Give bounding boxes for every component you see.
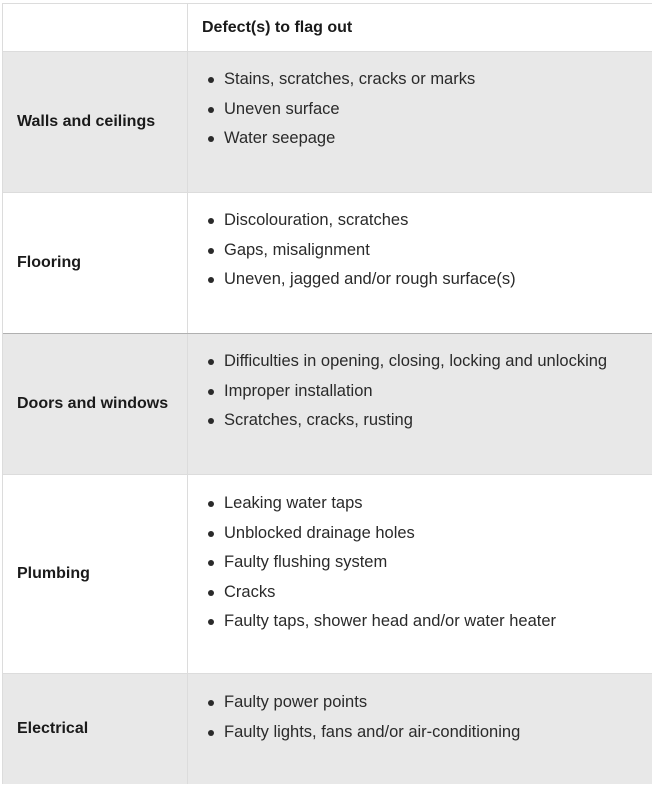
list-item xyxy=(206,578,652,608)
list-item xyxy=(206,718,652,748)
list-item xyxy=(206,95,652,125)
list-item-text: Difficulties in opening, closing, locking and unlocking xyxy=(224,352,608,370)
list-item-text: Gaps, misalignment xyxy=(224,240,370,259)
list-item-text: Water seepage xyxy=(224,129,336,147)
list-item-text: Uneven, jagged and/or rough surface(s) xyxy=(224,270,516,288)
bullet-icon xyxy=(208,730,214,736)
list-item-text: Improper installation xyxy=(224,381,373,400)
defects-table xyxy=(2,3,652,784)
table-row xyxy=(3,334,652,475)
list-item xyxy=(206,377,652,407)
row-label: Flooring xyxy=(3,193,188,333)
row-label: Walls and ceilings xyxy=(3,52,188,192)
row-label: Doors and windows xyxy=(3,334,188,474)
list-item-text: Cracks xyxy=(224,582,276,601)
header-defects-cell: Defect(s) to flag out xyxy=(202,18,353,36)
bullet-icon xyxy=(208,248,214,254)
list-item-text: Faulty taps, shower head and/or water heater xyxy=(224,612,557,630)
row-defects-cell xyxy=(188,193,652,333)
header-empty-cell xyxy=(3,4,188,51)
list-item xyxy=(206,236,652,266)
bullet-icon xyxy=(208,418,214,424)
table-row xyxy=(3,674,652,784)
list-item xyxy=(206,124,652,154)
list-item xyxy=(206,607,652,637)
defect-list xyxy=(206,688,652,747)
bullet-icon xyxy=(208,619,214,625)
row-defects-cell xyxy=(188,674,652,784)
list-item xyxy=(206,489,652,519)
defect-list xyxy=(206,65,652,154)
list-item-text: Uneven surface xyxy=(224,99,340,118)
list-item-text: Faulty flushing system xyxy=(224,553,388,571)
table-row xyxy=(3,475,652,674)
list-item-text: Faulty power points xyxy=(224,693,368,711)
list-item-text: Stains, scratches, cracks or marks xyxy=(224,70,476,88)
table-header-row xyxy=(3,4,652,52)
defect-list xyxy=(206,347,652,436)
bullet-icon xyxy=(208,218,214,224)
bullet-icon xyxy=(208,560,214,566)
bullet-icon xyxy=(208,359,214,365)
list-item xyxy=(206,519,652,549)
list-item-text: Leaking water taps xyxy=(224,494,363,512)
list-item xyxy=(206,206,652,236)
defect-list xyxy=(206,206,652,295)
row-label: Electrical xyxy=(3,674,188,784)
row-defects-cell xyxy=(188,475,652,673)
bullet-icon xyxy=(208,136,214,142)
list-item-text: Faulty lights, fans and/or air-conditioning xyxy=(224,722,521,741)
bullet-icon xyxy=(208,590,214,596)
list-item-text: Unblocked drainage holes xyxy=(224,523,415,542)
defect-list xyxy=(206,489,652,637)
bullet-icon xyxy=(208,107,214,113)
row-defects-cell xyxy=(188,52,652,192)
table-row xyxy=(3,193,652,334)
list-item xyxy=(206,688,652,718)
bullet-icon xyxy=(208,501,214,507)
row-label: Plumbing xyxy=(3,475,188,673)
list-item xyxy=(206,347,652,377)
bullet-icon xyxy=(208,531,214,537)
list-item xyxy=(206,65,652,95)
row-defects-cell xyxy=(188,334,652,474)
list-item xyxy=(206,265,652,295)
list-item-text: Scratches, cracks, rusting xyxy=(224,411,413,429)
bullet-icon xyxy=(208,77,214,83)
bullet-icon xyxy=(208,389,214,395)
list-item-text: Discolouration, scratches xyxy=(224,211,409,229)
bullet-icon xyxy=(208,277,214,283)
list-item xyxy=(206,548,652,578)
list-item xyxy=(206,406,652,436)
bullet-icon xyxy=(208,700,214,706)
table-row xyxy=(3,52,652,193)
